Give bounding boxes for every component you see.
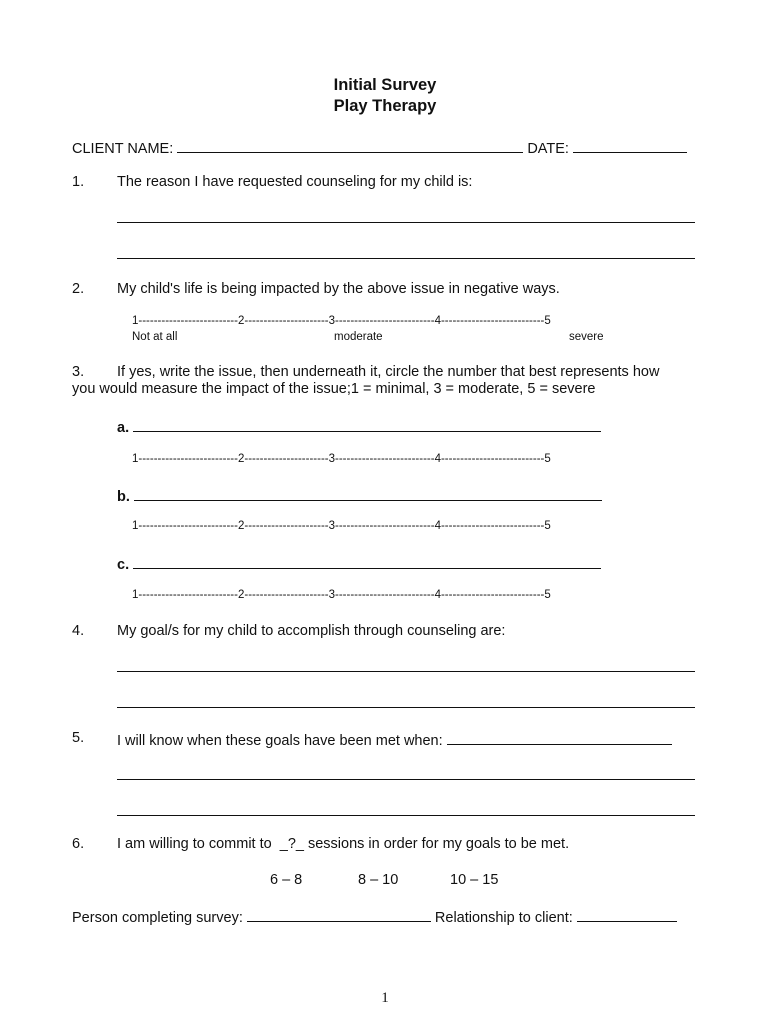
question-6-text-after: sessions in order for my goals to be met. <box>307 836 570 852</box>
question-4-answer-line-1[interactable] <box>117 671 695 672</box>
issue-a-field[interactable] <box>133 417 601 432</box>
relationship-field[interactable] <box>577 907 677 922</box>
question-3-number: 3. <box>72 364 85 380</box>
issue-a-scale[interactable]: 1--------------------------2----------------------3--------------------------4---------------------------5 <box>132 453 551 465</box>
question-1-text: The reason I have requested counseling for my child is: <box>117 174 473 190</box>
question-5-number: 5. <box>72 730 85 746</box>
client-name-row <box>72 138 687 157</box>
person-completing-field[interactable] <box>247 907 431 922</box>
footer-row <box>72 907 677 926</box>
issue-a-letter: a. <box>117 420 130 436</box>
question-2-scale[interactable]: 1--------------------------2----------------------3--------------------------4---------------------------5 <box>132 315 551 327</box>
scale-label-mid: moderate <box>334 331 383 343</box>
question-1-answer-line-1[interactable] <box>117 222 695 223</box>
session-option-1[interactable]: 6 – 8 <box>270 872 303 888</box>
question-2-text: My child's life is being impacted by the above issue in negative ways. <box>117 281 560 297</box>
question-3-text-line-1: If yes, write the issue, then underneath it, circle the number that best represents how <box>117 364 660 380</box>
question-1-number: 1. <box>72 174 85 190</box>
scale-label-low: Not at all <box>132 331 178 343</box>
question-1-answer-line-2[interactable] <box>117 258 695 259</box>
client-name-field[interactable] <box>177 138 523 153</box>
date-field[interactable] <box>573 138 687 153</box>
issue-b-row <box>117 486 602 505</box>
question-4-number: 4. <box>72 623 85 639</box>
issue-a-row <box>117 417 601 436</box>
question-6-text-before: I am willing to commit to <box>117 836 272 852</box>
question-5-answer-field[interactable] <box>447 730 672 745</box>
issue-b-field[interactable] <box>134 486 602 501</box>
survey-subtitle: Play Therapy <box>333 97 437 115</box>
question-5-answer-line-1[interactable] <box>117 779 695 780</box>
scale-label-high: severe <box>569 331 604 343</box>
issue-c-field[interactable] <box>133 554 601 569</box>
sessions-blank[interactable]: _?_ <box>279 836 304 852</box>
issue-c-letter: c. <box>117 557 130 573</box>
question-5-row <box>117 730 672 749</box>
question-4-text: My goal/s for my child to accomplish through counseling are: <box>117 623 506 639</box>
relationship-label: Relationship to client: <box>434 910 573 926</box>
client-name-label: CLIENT NAME: <box>72 141 174 157</box>
question-2-number: 2. <box>72 281 85 297</box>
question-3-text-line-2: you would measure the impact of the issue;1 = minimal, 3 = moderate, 5 = severe <box>72 381 596 397</box>
session-option-2[interactable]: 8 – 10 <box>358 872 399 888</box>
issue-b-scale[interactable]: 1--------------------------2----------------------3--------------------------4---------------------------5 <box>132 520 551 532</box>
question-6-row <box>117 836 569 852</box>
issue-b-letter: b. <box>117 489 130 505</box>
session-option-3[interactable]: 10 – 15 <box>450 872 499 888</box>
page-number: 1 <box>381 990 389 1006</box>
question-5-text: I will know when these goals have been met when: <box>117 733 443 749</box>
question-4-answer-line-2[interactable] <box>117 707 695 708</box>
date-label: DATE: <box>527 141 569 157</box>
question-6-number: 6. <box>72 836 85 852</box>
question-5-answer-line-2[interactable] <box>117 815 695 816</box>
survey-title: Initial Survey <box>333 76 437 94</box>
issue-c-scale[interactable]: 1--------------------------2----------------------3--------------------------4---------------------------5 <box>132 589 551 601</box>
issue-c-row <box>117 554 601 573</box>
person-completing-label: Person completing survey: <box>72 910 243 926</box>
